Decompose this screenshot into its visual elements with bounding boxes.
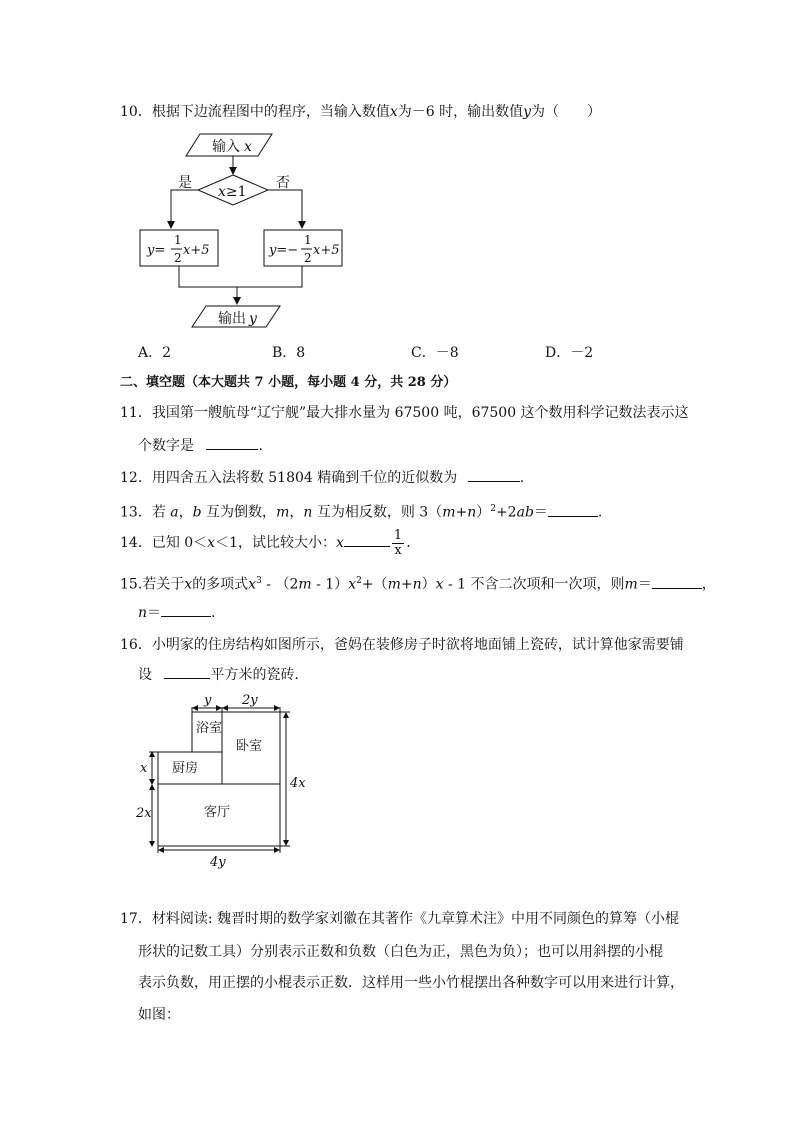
stem-text: ＝ [533,504,548,521]
question-15-line2 [138,604,215,622]
answer-blank [206,437,258,450]
question-13: 13．若 a，b 互为倒数，m，n 互为相反数，则 $3(m+n)^2+2ab=$ . [120,504,603,521]
option-b: B．8 [272,345,306,361]
stem-text: 个数字是 [138,438,194,454]
stem-text: 12．用四舍五入法将数 51804 精确到千位的近似数为 [120,470,458,486]
stem-text: 平方米的瓷砖． [210,667,309,683]
answer-blank [161,604,211,617]
svg-text:y= [146,243,165,258]
stem-text: +（ [361,576,388,593]
question-number: 10． [120,104,152,120]
question-16-line1: 16．小明家的住房结构如图所示，爸妈在装修房子时欲将地面铺上瓷砖，试计算他家需要铺 [120,637,684,653]
stem-text: 的多项式 [192,576,249,593]
var-x: x [336,535,344,551]
svg-text:输入x [212,139,252,155]
answer-blank [164,666,210,679]
stem-text: . [211,605,216,621]
stem-text: ， [178,504,193,521]
answer-blank [652,576,702,589]
left-eq: = [154,243,166,258]
question-10-stem [120,103,601,121]
fraction-num: 1 [393,527,403,543]
stem-text: 为（ ） [531,104,602,120]
stem-text: ＜1，试比较大小： [215,535,336,551]
exponent: 3 [256,576,262,586]
flow-merge-line [179,266,302,287]
right-eq: =− [276,243,299,258]
var-a: a [170,504,179,521]
floor-plan [134,692,314,872]
right-den: 2 [304,251,312,265]
var-m: m [276,504,290,521]
flow-no-label: 否 [276,175,290,191]
var-m: m [624,576,638,593]
stem-text: . [258,438,263,454]
dim-label-2y: 2y [242,693,258,708]
left-num: 1 [174,233,182,247]
dim-label-4x: 4x [290,776,306,791]
option-d: D．－2 [545,345,594,361]
question-17-line3: 表示负数，用正摆的小棍表示正数．这样用一些小竹棍摆出各种数字可以用来进行计算， [138,975,684,991]
stem-text: . [406,535,411,551]
question-12 [120,469,524,487]
label-bedroom: 卧室 [236,739,263,754]
flow-output-label: 输出 [218,311,246,327]
stem-text: . [519,470,525,486]
svg-text:x≥1 [218,184,247,200]
flow-arrow-no [268,190,302,228]
stem-text: 互为倒数， [201,504,277,521]
answer-blank [548,504,598,517]
var-m: m [298,576,312,593]
option-c: C．－8 [411,345,459,361]
question-15-line1 [120,572,716,594]
question-11-line2 [138,437,263,455]
section-title: 二、填空题（本大题共 7 小题，每小题 4 分，共 28 分） [120,375,457,390]
stem-text: 14．已知 0＜ [120,535,208,551]
var-n: n [303,504,313,521]
flowchart [130,128,360,333]
var-b: b [192,504,202,521]
stem-text: ） [476,504,491,521]
flow-input-label: 输入 [212,139,240,155]
question-14 [120,528,411,558]
left-den: 2 [174,251,182,265]
var-x: x [435,576,444,593]
answer-blank [468,469,520,482]
right-num: 1 [304,233,312,247]
flow-decision-var: x [218,184,226,200]
stem-text: ＝ [637,576,652,593]
left-y: y [147,243,155,258]
question-16-line2 [138,666,308,684]
stem-text: 为－6 时，输出数值 [397,104,524,120]
stem-text: 15.若关于 [120,576,185,593]
right-y: y [269,243,277,258]
stem-text: - （2 [261,576,299,593]
flow-yes-label: 是 [178,175,192,191]
stem-text: 设 [138,667,152,683]
flow-output-var: y [249,311,257,327]
question-17-line2: 形状的记数工具）分别表示正数和负数（白色为正，黑色为负）；也可以用斜摆的小棍 [138,944,663,960]
stem-text: +2 [495,504,517,521]
flow-input-var: x [244,139,252,155]
var-x: x [207,535,216,551]
flow-decision-op: ≥1 [225,184,247,200]
var-n: n [138,605,148,621]
left-tail: x+5 [183,243,210,258]
stem-text: - 1） [311,576,349,593]
stem-text: ， [289,504,304,521]
var-x: x [348,576,357,593]
label-bathroom: 浴室 [196,721,223,736]
var-x: x [389,104,398,120]
stem-text: ＝ [147,605,162,621]
fraction [392,529,404,558]
question-11-line1: 11．我国第一艘航母“辽宁舰”最大排水量为 67500 吨，67500 这个数用科学记数法表示这 [120,405,689,421]
dim-label-2x: 2x [136,806,152,821]
question-17-line4: 如图： [138,1007,180,1023]
flow-arrow-yes [171,190,198,228]
stem-text: ， [701,576,716,593]
dim-label-y: y [204,693,212,708]
right-tail: x+5 [313,243,340,258]
label-kitchen: 厨房 [172,761,199,776]
svg-text:输出y [218,311,258,327]
var-mn: m+n [442,504,477,521]
stem-text: 互为相反数，则 3（ [312,504,443,521]
label-living: 客厅 [204,805,231,820]
exponent: 2 [356,576,362,586]
dim-label-x: x [140,761,148,776]
dim-label-4y: 4y [210,855,226,870]
stem-text: . [597,504,603,521]
question-17-line1: 17．材料阅读: 魏晋时期的数学家刘徽在其著作《九章算术注》中用不同颜色的算筹（小棍 [120,911,679,927]
var-mn: m+n [387,576,422,593]
option-a: A．2 [138,345,172,361]
var-x: x [184,576,193,593]
var-ab: ab [516,504,534,521]
stem-text: ） [421,576,436,593]
var-y: y [523,104,532,120]
stem-text: - 1 不含二次项和一次项，则 [443,576,625,593]
var-x: x [248,576,257,593]
fraction-den: x [394,542,402,558]
answer-blank [344,534,390,547]
stem-text: 根据下边流程图中的程序，当输入数值 [151,104,390,120]
stem-text: 13．若 [120,504,166,521]
svg-text:y=− [268,243,298,258]
